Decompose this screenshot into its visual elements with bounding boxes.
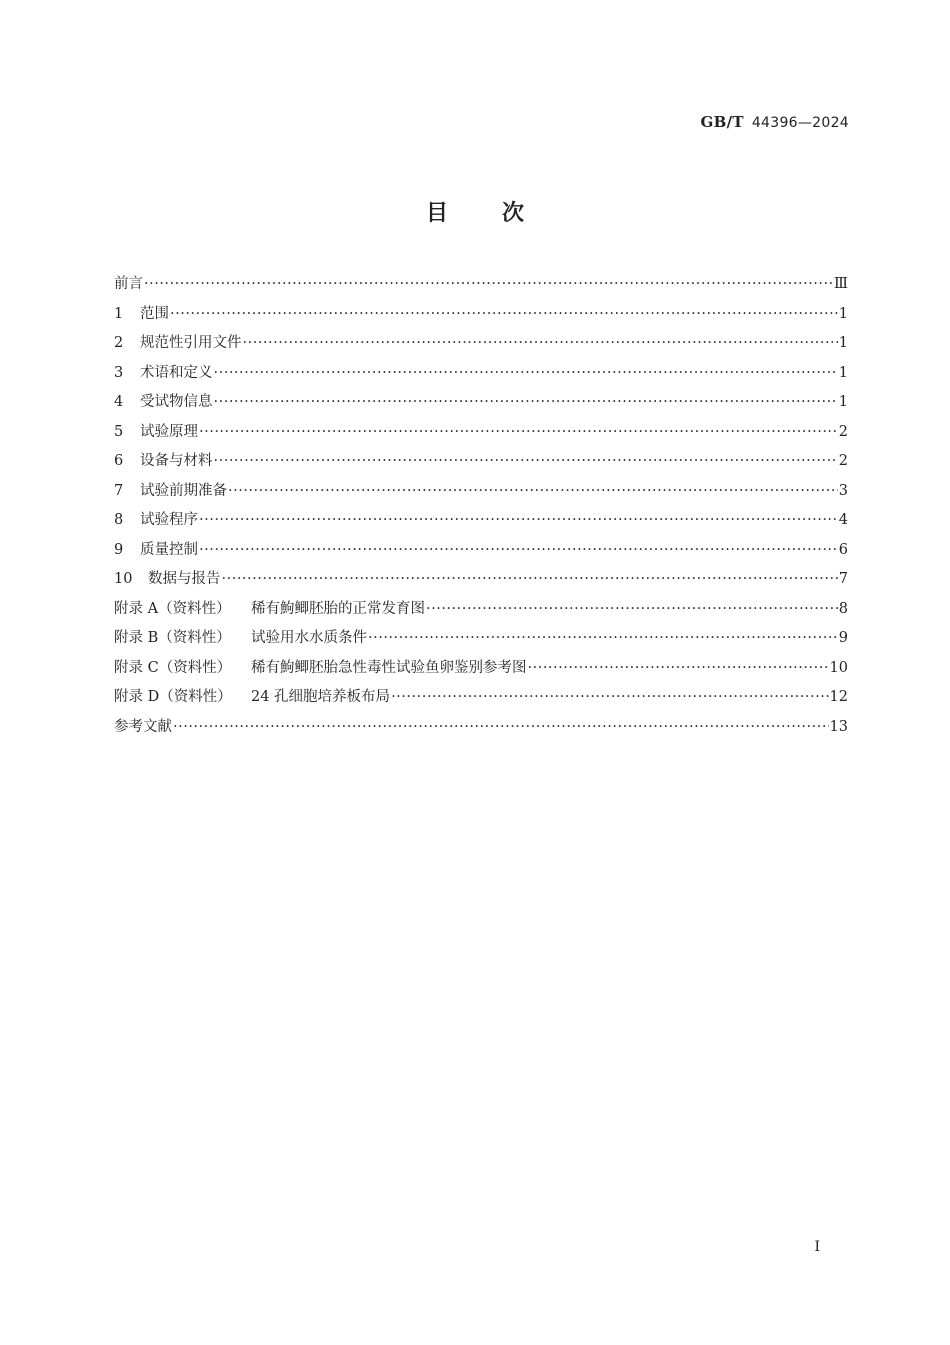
toc-entry-foreword[interactable]: [114, 270, 848, 300]
toc-entry-page: 12: [829, 689, 848, 705]
toc-entry-2[interactable]: [114, 329, 848, 359]
toc-entry-label: 范围: [140, 305, 169, 322]
toc-entry-page: 3: [838, 482, 848, 499]
toc-leader-dots: [199, 506, 838, 536]
toc-leader-dots: [368, 624, 838, 654]
toc-entry-number: 附录 A（资料性）: [114, 600, 231, 617]
toc-entry-number: 3: [114, 364, 124, 381]
toc-entry-label: 数据与报告: [148, 571, 221, 587]
toc-entry-page: 2: [838, 453, 848, 469]
toc-entry-3[interactable]: [114, 359, 848, 389]
toc-leader-dots: [391, 683, 828, 713]
toc-leader-dots: [199, 536, 838, 566]
toc-entry-page: 1: [838, 335, 848, 351]
toc-entry-number: 4: [114, 394, 124, 410]
toc-entry-annex-b[interactable]: [114, 624, 848, 654]
toc-entry-4[interactable]: [114, 388, 848, 418]
toc-entry-page: 10: [829, 659, 848, 676]
toc-entry-number: 附录 C（资料性）: [114, 659, 232, 676]
toc-leader-dots: [528, 654, 829, 684]
toc-entry-page: 1: [838, 364, 848, 381]
toc-entry-label: 术语和定义: [140, 364, 213, 381]
toc-entry-label: 设备与材料: [140, 453, 213, 469]
toc-entry-label: 试验用水水质条件: [251, 630, 367, 646]
toc-entry-number: 10: [114, 571, 133, 587]
toc-entry-1[interactable]: [114, 300, 848, 330]
toc-entry-label: 参考文献: [114, 718, 172, 735]
toc-entry-label: 稀有鮈鲫胚胎急性毒性试验鱼卵鉴别参考图: [251, 659, 527, 676]
toc-entry-label: 试验原理: [140, 423, 198, 440]
toc-entry-number: 附录 B（资料性）: [114, 630, 231, 646]
toc-entry-label: 受试物信息: [140, 394, 213, 410]
toc-entry-annex-a[interactable]: [114, 595, 848, 625]
toc-entry-number: 附录 D（资料性）: [114, 689, 232, 705]
toc-entry-8[interactable]: [114, 506, 848, 536]
toc-entry-10[interactable]: [114, 565, 848, 595]
toc-leader-dots: [170, 300, 838, 330]
toc-entry-page: 7: [838, 571, 848, 587]
toc-entry-number: 7: [114, 482, 124, 499]
toc-entry-number: 8: [114, 512, 124, 528]
toc-entry-label: 试验前期准备: [140, 482, 227, 499]
toc-entry-page: 1: [838, 394, 848, 410]
toc-leader-dots: [173, 713, 829, 743]
toc-entry-number: 1: [114, 305, 124, 322]
standard-number: 44396—2024: [751, 115, 849, 131]
page-number: I: [814, 1239, 820, 1255]
toc-entry-references[interactable]: [114, 713, 848, 743]
toc-entry-page: 1: [838, 305, 848, 322]
standard-prefix: GB/T: [700, 113, 744, 131]
toc-entry-page: 2: [838, 423, 848, 440]
toc-entry-page: 13: [829, 718, 848, 735]
toc-leader-dots: [214, 359, 838, 389]
toc-entry-label: 24 孔细胞培养板布局: [251, 689, 391, 705]
toc-entry-label: 试验程序: [140, 512, 198, 528]
toc-entry-7[interactable]: [114, 477, 848, 507]
toc-leader-dots: [214, 388, 838, 418]
toc-entry-page: 6: [838, 541, 848, 558]
toc-leader-dots: [214, 447, 838, 477]
toc-entry-number: 5: [114, 423, 124, 440]
toc-entry-page: Ⅲ: [834, 276, 848, 292]
toc-entry-9[interactable]: [114, 536, 848, 566]
toc-entry-6[interactable]: [114, 447, 848, 477]
toc-entry-label: 质量控制: [140, 541, 198, 558]
toc-entry-number: 6: [114, 453, 124, 469]
toc-leader-dots: [144, 270, 833, 300]
toc-entry-page: 4: [838, 512, 848, 528]
toc-title: 目次: [425, 201, 578, 226]
toc-leader-dots: [199, 418, 838, 448]
standard-code: [700, 113, 849, 131]
toc-entry-annex-d[interactable]: [114, 683, 848, 713]
toc-entry-label: 前言: [114, 276, 143, 292]
toc-entry-number: 9: [114, 541, 124, 558]
toc-entry-5[interactable]: [114, 418, 848, 448]
toc-entry-annex-c[interactable]: [114, 654, 848, 684]
toc-entry-label: 稀有鮈鲫胚胎的正常发育图: [251, 600, 425, 617]
toc-entry-page: 8: [838, 600, 848, 617]
table-of-contents: [114, 270, 848, 742]
toc-leader-dots: [228, 477, 838, 507]
toc-entry-page: 9: [838, 630, 848, 646]
toc-entry-number: 2: [114, 335, 124, 351]
toc-entry-label: 规范性引用文件: [140, 335, 242, 351]
toc-leader-dots: [426, 595, 838, 625]
toc-leader-dots: [222, 565, 838, 595]
toc-leader-dots: [243, 329, 838, 359]
